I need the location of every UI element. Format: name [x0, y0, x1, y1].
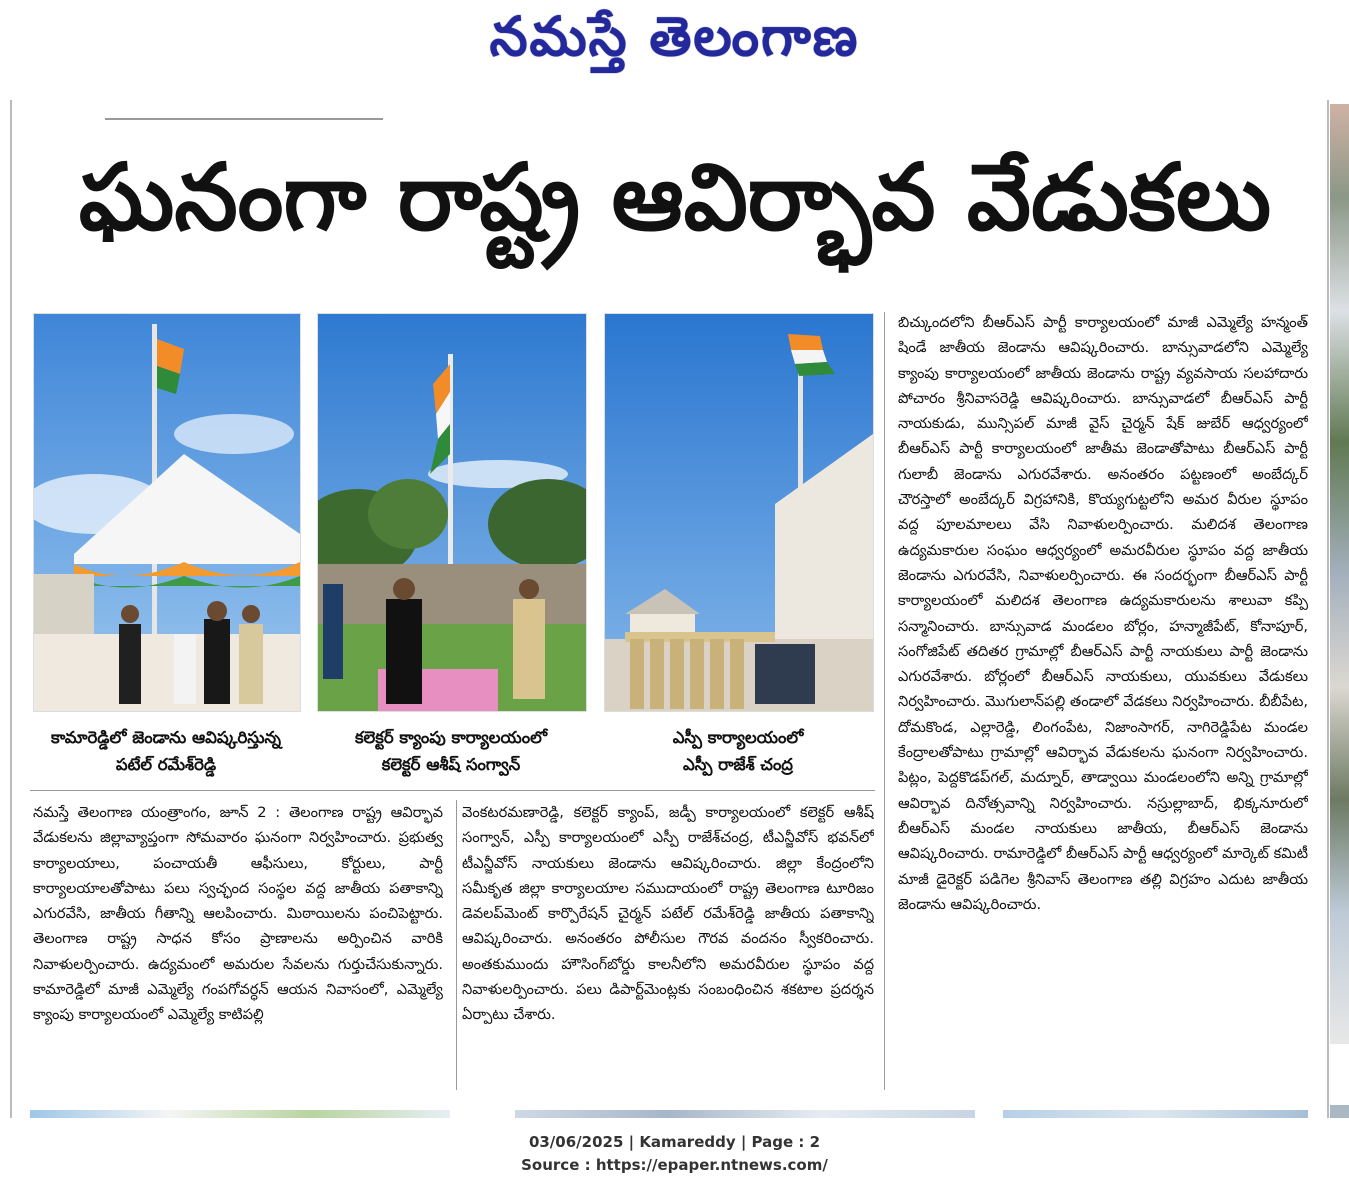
kicker-rule [105, 118, 383, 120]
headline: ఘనంగా రాష్ట్ర ఆవిర్భావ వేడుకలు [78, 144, 1272, 251]
adjacent-page-photo-bleed [1330, 104, 1349, 1044]
article-column-2-text: వెంకటరమణారెడ్డి, కలెక్టర్ క్యాంప్, జడ్పీ కార్యాలయంలో కలెక్టర్ ఆశీష్ సంగ్వాన్, ఎస్పీ కార్యాలయంలో ఎస్పీ రాజేశ్‌చంద్ర, టీఎన్జీవోస్ భవన్‌లో టీఎన్జీవోస్ నాయకులు జెండాను ఆవిష్కరించారు. జిల్లా కేంద్రంలోని సమీకృత జిల్లా కార్యాలయాల సముదాయంలో రాష్ట్ర తెలంగాణ టూరిజం డెవలప్‌మెంట్ కార్పొరేషన్ చైర్మన్ పటేల్ రమేశ్‌రెడ్డి జాతీయ పతాకాన్ని ఆవిష్కరించారు. అనంతరం పోలీసుల గౌరవ వందనం స్వీకరించారు. అంతకుముందు హౌసింగ్‌బోర్డు కాలనీలోని అమరవీరుల స్థూపం వద్ద నివాళులర్పించారు. పలు డిపార్ట్‌మెంట్లకు సంబంధించిన శకటాల ప్రదర్శన ఏర్పాటు చేశారు. [462, 804, 874, 1024]
footer-source-link[interactable]: Source : https://epaper.ntnews.com/ [521, 1156, 828, 1174]
article-column-3-text: బిచ్కుందలోని బీఆర్‌ఎస్ పార్టీ కార్యాలయంలో మాజీ ఎమ్మెల్యే హన్మంత్ షిండే జాతీయ జెండాను ఆవిష్కరించారు. బాన్సువాడలోని ఎమ్మెల్యే క్యాంపు కార్యాలయంలో జాతీయ జెండాను రాష్ట్ర వ్యవసాయ సలహాదారు పోచారం శ్రీనివాసరెడ్డి ఆవిష్కరించారు. బాన్సువాడలో బీఆర్‌ఎస్ పార్టీ నాయకుడు, మున్సిపల్ మాజీ వైస్ చైర్మన్ షేక్ జుబేర్ ఆధ్వర్యంలో బీఆర్‌ఎస్ పార్టీ కార్యాలయంలో జాతీమ జెండాతోపాటు బీఆర్‌ఎస్ పార్టీ గులాబీ జెండాను ఎగురవేశారు. అనంతరం పట్టణంలో అంబేద్కర్ చౌరస్తాలో అంబేద్కర్ విగ్రహానికి, కొయ్యగుట్టలోని అమర వీరుల స్థూపం వద్ద పూలమాలలు వేసి నివాళులర్పించారు. మలిదశ తెలంగాణ ఉద్యమకారుల సంఘం ఆధ్వర్యంలో అమరవీరుల స్థూపం వద్ద జాతీయ జెండాను ఎగురవేసి, నివాళులర్పించారు. ఈ సందర్భంగా బీఆర్‌ఎస్ పార్టీ కార్యాలయంలో మలిదశ తెలంగాణ ఉద్యమకారులను శాలువా కప్పి సన్మానించారు. బాన్సువాడ మండలం బోర్లం, హన్మాజీపేట్, కోనాపూర్, సంగోజిపేట్ తదితర గ్రామాల్లో బీఆర్‌ఎస్ పార్టీ నాయకులు పార్టీ జెండాను ఎగురవేశారు. బోర్లంలో బీఆర్‌ఎస్ నాయకులు, యువకులు వేడుకలు నిర్వహించారు. మొగులాన్‌పల్లి తండాలో వేడకలు నిర్వహించారు. బీబీపేట, దోమకొండ, ఎల్లారెడ్డి, లింగంపేట, నిజాంసాగర్, నాగిరెడ్డిపేట మండల కేంద్రాలతోపాటు గ్రామాల్లో ఆవిర్భావ వేడుకలను ఘనంగా నిర్వహించారు. పిట్లం, పెద్దకొడప్‌గల్, మద్నూర్, తాడ్వాయి మండలంలోని అన్ని గ్రామాల్లో ఆవిర్భావ దినోత్సవాన్ని నిర్వహించారు. నస్రుల్లాబాద్, భిక్కనూరులో బీఆర్‌ఎస్ మండల నాయకులు జాతీయ, బీఆర్‌ఎస్ జెండాను ఆవిష్కరించారు. రామారెడ్డిలో బీఆర్‌ఎస్ పార్టీ ఆధ్వర్యంలో మార్కెట్ కమిటీ మాజీ డైరెక్టర్ పడిగెల శ్రీనివాస్ తెలంగాణ తల్లి విగ్రహం ఎదుట జాతీయ జెండాను ఆవిష్కరించారు. [898, 314, 1308, 913]
photo-caption-2-line2: కలెక్టర్ ఆశీష్ సంగ్వాన్ [381, 755, 521, 774]
footer-dateline: 03/06/2025 | Kamareddy | Page : 2 [528, 1133, 821, 1151]
photo-caption-1-line1: కామారెడ్డిలో జెండాను ఆవిష్కరిస్తున్న [50, 728, 282, 747]
photo-caption-3 [604, 724, 872, 778]
next-article-photo-strip-1 [30, 1110, 450, 1118]
article-column-1 [33, 800, 443, 1090]
page-border-right [1327, 100, 1329, 1118]
column-rule-1 [456, 800, 457, 1090]
article-column-1-text: నమస్తే తెలంగాణ యంత్రాంగం, జూన్ 2 : తెలంగాణ రాష్ట్ర ఆవిర్భావ వేడుకలను జిల్లావ్యాప్తంగా సోమవారం ఘనంగా నిర్వహించారు. ప్రభుత్వ కార్యాలయాలు, పంచాయతీ ఆఫీసులు, కోర్టులు, పార్టీ కార్యాలయాలతోపాటు పలు స్వచ్ఛంద సంస్థల వద్ద జాతీయ పతాకాన్ని ఎగురవేసి, జాతీయ గీతాన్ని ఆలపించారు. మిఠాయిలను పంచిపెట్టారు. తెలంగాణ రాష్ట్ర సాధన కోసం ప్రాణాలను అర్పించిన వారికి నివాళులర్పించారు. ఉద్యమంలో అమరుల సేవలను గుర్తుచేసుకున్నారు. కామారెడ్డిలో మాజీ ఎమ్మెల్యే గంపగోవర్ధన్ ఆయన నివాసంలో, ఎమ్మెల్యే క్యాంపు కార్యాలయంలో ఎమ్మెల్యే కాటిపల్లి [33, 804, 443, 1024]
photo-caption-1-line2: పటేల్ రమేశ్‌రెడ్డి [115, 755, 217, 774]
photo-caption-2 [317, 724, 585, 778]
photo-caption-3-line1: ఎస్పీ కార్యాలయంలో [672, 728, 804, 747]
adjacent-page-photo-bleed-bottom [1330, 1105, 1349, 1118]
article-column-3 [898, 310, 1308, 1090]
photo-flag-hoisting-kamareddy [33, 313, 301, 712]
photo-caption-1 [33, 724, 299, 778]
next-article-photo-strip-3 [1003, 1110, 1308, 1118]
photo-caption-2-line1: కలెక్టర్ క్యాంపు కార్యాలయంలో [354, 728, 548, 747]
captions-bottom-rule [30, 790, 875, 791]
column-rule-2 [884, 312, 885, 1090]
photo-sp-office [604, 313, 874, 712]
masthead-title: నమస్తే తెలంగాణ [489, 4, 860, 68]
photo-caption-3-line2: ఎస్పీ రాజేశ్ చంద్ర [683, 755, 793, 774]
next-article-photo-strip-2 [515, 1110, 975, 1118]
page-border-left [10, 100, 12, 1118]
photo-collector-camp-office [317, 313, 587, 712]
article-column-2 [462, 800, 874, 1090]
